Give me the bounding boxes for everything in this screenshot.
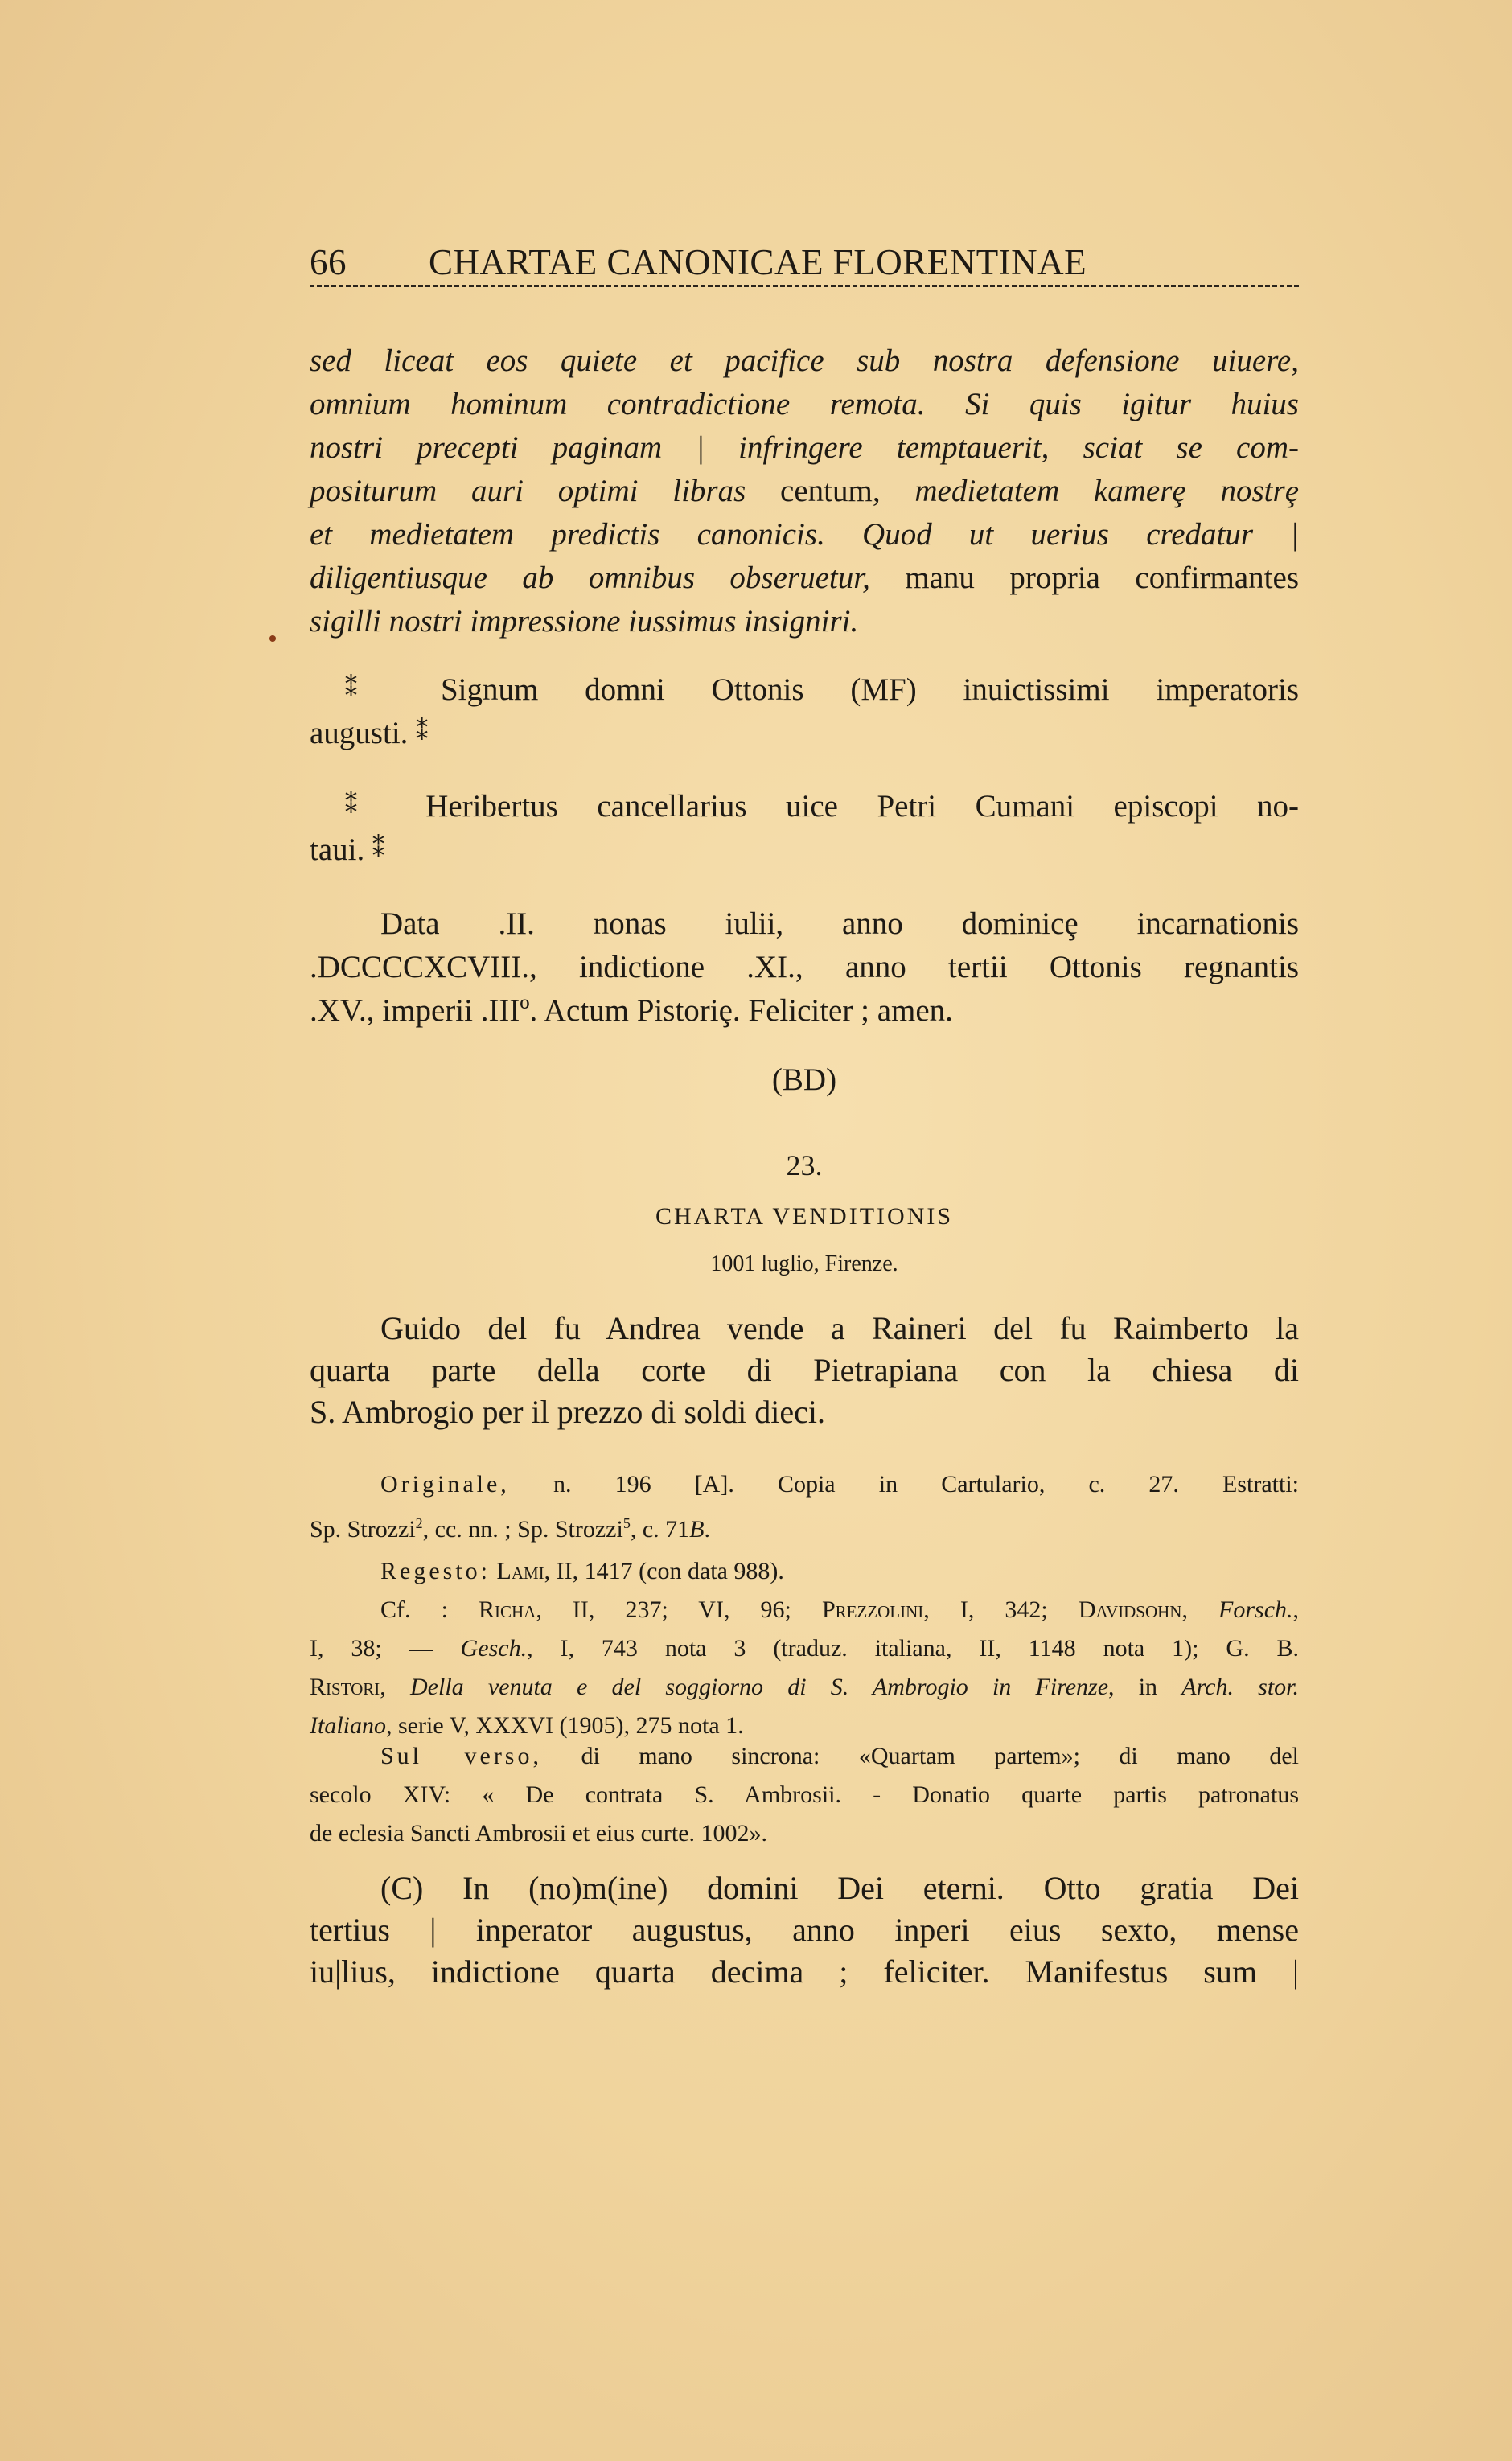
work-title: Forsch. xyxy=(1218,1596,1293,1623)
note-text: , xyxy=(1181,1596,1219,1623)
superscript: 5 xyxy=(622,1515,631,1531)
note-text: B xyxy=(689,1516,705,1543)
text-line xyxy=(310,1737,1299,1776)
work-title: Della venuta e del soggiorno di S. Ambrogio in Firenze xyxy=(410,1674,1109,1700)
text-line xyxy=(310,1504,1299,1543)
text-line: omnium hominum contradictione remota. Si quis igitur huius xyxy=(310,387,1299,421)
tradition-note xyxy=(310,1465,1299,1543)
text-line: et medietatem predictis canonicis. Quod ut uerius credatur | xyxy=(310,517,1299,552)
running-title: CHARTAE CANONICAE FLORENTINAE xyxy=(429,242,1087,282)
recognitio-line xyxy=(310,784,1299,871)
note-text: , xyxy=(1292,1596,1300,1623)
text-line xyxy=(310,1668,1299,1707)
text-line: secolo XIV: « De contrata S. Ambrosii. - Donatio quarte partis patronatus xyxy=(310,1781,1299,1808)
document-date-place: 1001 luglio, Firenze. xyxy=(710,1251,898,1276)
verso-note xyxy=(310,1737,1299,1853)
note-label: Regesto: xyxy=(380,1558,491,1584)
note-text: di mano sincrona: «Quartam partem»; di mano del xyxy=(541,1743,1300,1769)
text-line xyxy=(310,1591,1299,1629)
text-line: S. Ambrogio per il prezzo di soldi dieci. xyxy=(310,1394,825,1430)
note-text: , in xyxy=(1108,1674,1182,1700)
author-name: Lami xyxy=(496,1558,544,1584)
signum-line xyxy=(310,668,1299,754)
text-line xyxy=(310,1552,1299,1591)
cross-mark-icon: ⁑ xyxy=(416,719,427,746)
note-text: n. 196 [A]. Copia in Cartulario, c. 27. Estratti: xyxy=(553,1471,1300,1498)
note-text: , II, 1417 (con data 988). xyxy=(544,1558,784,1584)
text-line: Guido del fu Andrea vende a Raineri del fu Raimberto la xyxy=(380,1310,1299,1346)
text-line xyxy=(310,828,1299,871)
roman-run: centum, xyxy=(746,474,915,508)
italic-run: positurum auri optimi libras xyxy=(310,474,746,508)
note-text: Sp. Strozzi xyxy=(310,1516,416,1543)
italic-run: medietatem kamerȩ nostrȩ xyxy=(914,474,1299,508)
recognitio-text: taui. xyxy=(310,832,365,867)
note-text: , cc. nn. ; Sp. Strozzi xyxy=(422,1516,623,1543)
note-text: I, 38; — xyxy=(310,1635,461,1662)
author-name: Prezzolini xyxy=(821,1596,924,1623)
text-line xyxy=(310,784,1299,828)
cross-mark-icon: ⁑ xyxy=(372,836,383,862)
note-text: . xyxy=(704,1516,710,1543)
document-title: CHARTA VENDITIONIS xyxy=(655,1203,954,1230)
text-line xyxy=(310,668,1299,711)
work-title: Italiano xyxy=(310,1712,386,1739)
note-text: , c. 71 xyxy=(630,1516,690,1543)
text-line: .XV., imperii .IIIº. Actum Pistoriȩ. Feliciter ; amen. xyxy=(310,993,953,1028)
text-line xyxy=(310,1465,1299,1504)
text-line: iu|lius, indictione quarta decima ; feliciter. Manifestus sum | xyxy=(310,1954,1299,1990)
signum-text: augusti. xyxy=(310,716,409,750)
paper-stain xyxy=(269,635,276,642)
note-text: , I, 342; xyxy=(923,1596,1079,1623)
note-text: , serie V, XXXVI (1905), 275 nota 1. xyxy=(386,1712,744,1739)
datum-clause xyxy=(310,902,1299,1033)
author-name: Ristori xyxy=(310,1674,380,1700)
note-text: , xyxy=(380,1674,410,1700)
header-rule xyxy=(310,285,1299,287)
note-text: Cf. : xyxy=(380,1596,479,1623)
text-line: sed liceat eos quiete et pacifice sub nostra defensione uiuere, xyxy=(310,343,1299,378)
text-line xyxy=(310,711,1299,754)
cross-mark-icon: ⁑ xyxy=(345,792,387,819)
text-line: nostri precepti paginam | infringere temptauerit, sciat se com- xyxy=(310,430,1299,465)
text-line: .DCCCCXCVIII., indictione .XI., anno tertii Ottonis regnantis xyxy=(310,950,1299,984)
author-name: Richa xyxy=(478,1596,536,1623)
seal-text: (BD) xyxy=(771,1062,837,1097)
cf-note xyxy=(310,1591,1299,1745)
text-line xyxy=(310,470,1299,513)
document-summary xyxy=(310,1308,1299,1433)
italic-run: diligentiusque ab omnibus obseruetur, xyxy=(310,561,870,595)
roman-run: manu propria confirmantes xyxy=(869,561,1299,595)
previous-document-sanctio xyxy=(310,339,1299,643)
document-number: 23. xyxy=(786,1149,823,1181)
note-text: , I, 743 nota 3 (traduz. italiana, II, 1148 nota 1); G. B. xyxy=(527,1635,1300,1662)
page-number: 66 xyxy=(310,242,347,282)
text-line xyxy=(310,1629,1299,1668)
superscript: 2 xyxy=(415,1515,423,1531)
document-text xyxy=(310,1867,1299,1993)
text-line: tertius | inperator augustus, anno inperi eius sexto, mense xyxy=(310,1912,1299,1948)
text-line: quarta parte della corte di Pietrapiana con la chiesa di xyxy=(310,1352,1299,1388)
text-line xyxy=(310,557,1299,600)
seal-mark xyxy=(310,1058,1299,1102)
author-name: Davidsohn xyxy=(1078,1596,1182,1623)
cross-mark-icon: ⁑ xyxy=(345,676,395,702)
text-line: Data .II. nonas iulii, anno dominicȩ incarnationis xyxy=(380,906,1299,941)
regesto-note xyxy=(310,1552,1299,1591)
work-title: Arch. stor. xyxy=(1181,1674,1300,1700)
running-head xyxy=(310,241,1299,283)
note-label: Sul verso, xyxy=(380,1743,542,1769)
text-line: (C) In (no)m(ine) domini Dei eterni. Otto gratia Dei xyxy=(380,1870,1299,1906)
text-line: de eclesia Sancti Ambrosii et eius curte. 1002». xyxy=(310,1820,768,1847)
text-line: sigilli nostri impressione iussimus insigniri. xyxy=(310,604,859,639)
note-label: Originale, xyxy=(380,1471,510,1498)
signum-text: Signum domni Ottonis (MF) inuictissimi imperatoris xyxy=(440,672,1299,707)
recognitio-text: Heribertus cancellarius uice Petri Cumani episcopi no- xyxy=(425,789,1299,824)
note-text: , II, 237; VI, 96; xyxy=(536,1596,822,1623)
work-title: Gesch. xyxy=(460,1635,528,1662)
